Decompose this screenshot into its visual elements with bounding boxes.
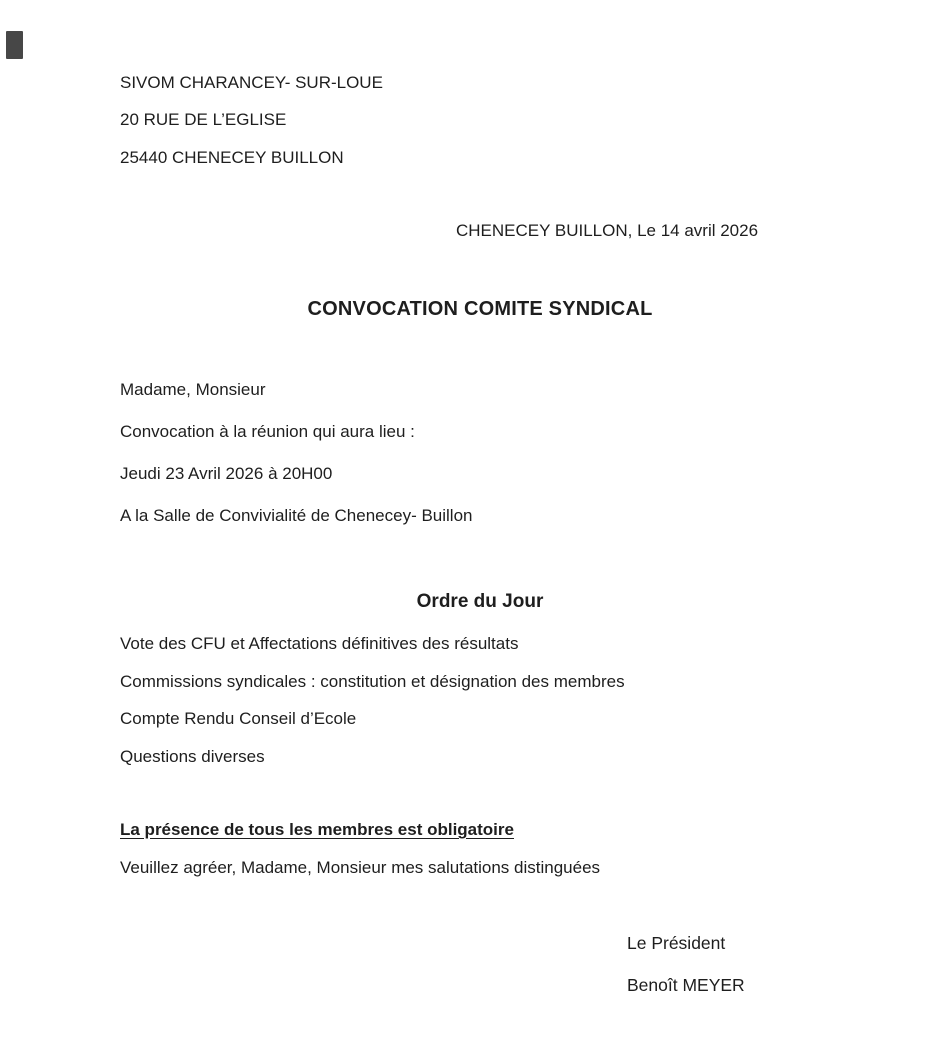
salutation: Madame, Monsieur: [120, 380, 266, 399]
mandatory-notice: La présence de tous les membres est obligatoire: [120, 820, 514, 839]
meeting-datetime: Jeudi 23 Avril 2026 à 20H00: [120, 464, 333, 483]
sender-street: 20 RUE DE L’EGLISE: [120, 110, 287, 129]
agenda-title: Ordre du Jour: [416, 591, 544, 612]
agenda-item: Questions diverses: [120, 747, 265, 766]
dateline: CHENECEY BUILLON, Le 14 avril 2026: [456, 221, 759, 240]
agenda-item: Compte Rendu Conseil d’Ecole: [120, 709, 357, 728]
signature-role: Le Président: [627, 933, 726, 953]
sender-name: SIVOM CHARANCEY- SUR-LOUE: [120, 73, 383, 92]
document-title: CONVOCATION COMITE SYNDICAL: [307, 298, 653, 320]
closing-line: Veuillez agréer, Madame, Monsieur mes salutations distinguées: [120, 858, 601, 877]
agenda-item: Commissions syndicales : constitution et désignation des membres: [120, 672, 625, 691]
signature-name: Benoît MEYER: [627, 975, 745, 995]
sender-city: 25440 CHENECEY BUILLON: [120, 148, 344, 167]
agenda-item: Vote des CFU et Affectations définitives des résultats: [120, 634, 519, 653]
intro-line: Convocation à la réunion qui aura lieu :: [120, 422, 415, 441]
meeting-place: A la Salle de Convivialité de Chenecey- Buillon: [120, 506, 473, 525]
scan-artifact: [6, 31, 23, 59]
